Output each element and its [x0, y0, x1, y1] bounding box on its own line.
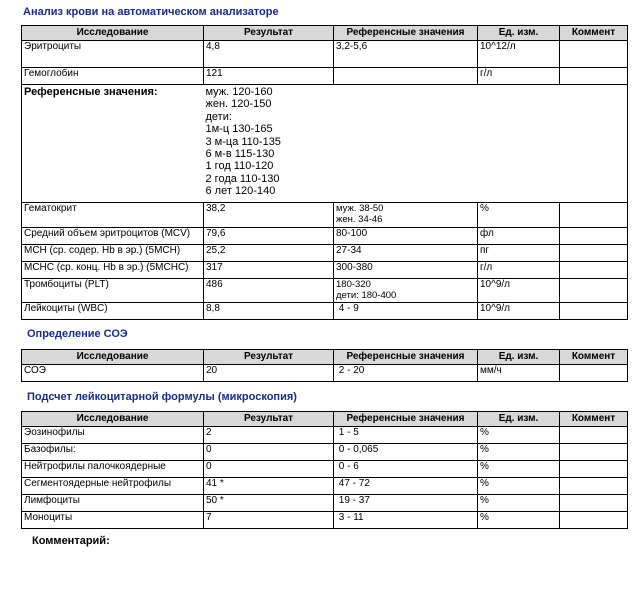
result-cell: 20	[204, 365, 334, 382]
table-row	[22, 444, 628, 461]
header-reference: Референсные значения	[334, 26, 478, 41]
unit-cell: фл	[478, 228, 560, 245]
result-cell: 41 *	[204, 478, 334, 495]
reference-cell	[334, 461, 478, 478]
reference-line: 300-380	[336, 262, 373, 273]
reference-value-line: 6 лет 120-140	[205, 185, 276, 198]
study-name-cell: Базофилы:	[22, 444, 204, 461]
study-name-cell: Эритроциты	[22, 41, 204, 68]
unit-cell: пг	[478, 245, 560, 262]
table-row	[22, 495, 628, 512]
table-row	[22, 262, 628, 279]
reference-value-line: муж. 120-160	[205, 86, 273, 98]
study-name-cell: Тромбоциты (PLT)	[22, 279, 204, 303]
reference-line: 4 - 9	[336, 303, 359, 314]
header-comment: Коммент	[560, 412, 628, 427]
table-row	[22, 228, 628, 245]
comment-cell	[560, 478, 628, 495]
header-reference: Референсные значения	[334, 412, 478, 427]
header-row	[22, 350, 628, 365]
unit-cell: мм/ч	[478, 365, 560, 382]
table-row	[22, 461, 628, 478]
reference-line: 80-100	[336, 228, 368, 239]
reference-line: муж. 38-50	[336, 203, 384, 214]
study-name-cell: MCHC (ср. конц. Hb в эр.) (5MCHC)	[22, 262, 204, 279]
study-name-cell: MCH (ср. содер. Hb в эр.) (5MCH)	[22, 245, 204, 262]
reference-value-line: дети:	[205, 110, 232, 123]
header-study: Исследование	[22, 26, 204, 41]
reference-cell	[334, 279, 478, 303]
study-name-cell: Лейкоциты (WBC)	[22, 303, 204, 320]
study-name-cell: Нейтрофилы палочкоядерные	[22, 461, 204, 478]
unit-cell: %	[478, 461, 560, 478]
section3-title: Подсчет лейкоцитарной формулы (микроскопия)	[27, 391, 297, 403]
reference-values-list	[204, 85, 628, 203]
unit-cell: %	[478, 478, 560, 495]
result-cell: 7	[204, 512, 334, 529]
result-cell: 25,2	[204, 245, 334, 262]
unit-cell: %	[478, 203, 560, 228]
header-unit: Ед. изм.	[478, 350, 560, 365]
reference-cell	[334, 427, 478, 444]
reference-value-line: 1 год 110-120	[205, 160, 274, 173]
study-name-cell: Гематокрит	[22, 203, 204, 228]
reference-line: 2 - 20	[336, 365, 365, 376]
result-cell: 50 *	[204, 495, 334, 512]
reference-line: 3,2-5,6	[336, 41, 368, 52]
header-study: Исследование	[22, 412, 204, 427]
header-comment: Коммент	[560, 350, 628, 365]
reference-values-label: Референсные значения:	[24, 86, 158, 98]
reference-values-row	[22, 85, 628, 203]
result-cell: 2	[204, 427, 334, 444]
reference-value-line: жен. 120-150	[205, 98, 272, 111]
unit-cell: г/л	[478, 68, 560, 85]
table-row	[22, 68, 628, 85]
comment-cell	[560, 41, 628, 68]
leukocyte-formula-table	[21, 411, 628, 529]
comment-cell	[560, 68, 628, 85]
comment-cell	[560, 245, 628, 262]
reference-value-line: 6 м-в 115-130	[205, 148, 275, 161]
reference-cell	[334, 41, 478, 68]
blood-analyzer-table	[21, 25, 628, 320]
table-row	[22, 41, 628, 68]
reference-line: 3 - 11	[336, 512, 364, 523]
reference-cell	[334, 478, 478, 495]
study-name-cell: Сегментоядерные нейтрофилы	[22, 478, 204, 495]
reference-cell	[334, 303, 478, 320]
reference-line: 27-34	[336, 245, 362, 256]
table-row	[22, 303, 628, 320]
comment-cell	[560, 512, 628, 529]
unit-cell: 10^9/л	[478, 303, 560, 320]
study-name-cell: Эозинофилы	[22, 427, 204, 444]
comment-cell	[560, 303, 628, 320]
header-result: Результат	[204, 26, 334, 41]
reference-cell	[334, 203, 478, 228]
unit-cell: 10^12/л	[478, 41, 560, 68]
reference-value-line: 2 года 110-130	[205, 172, 280, 185]
header-result: Результат	[204, 350, 334, 365]
table-row	[22, 203, 628, 228]
table-row	[22, 478, 628, 495]
result-cell: 8,8	[204, 303, 334, 320]
section1-title: Анализ крови на автоматическом анализаторе	[23, 6, 279, 18]
reference-line: 19 - 37	[336, 495, 370, 506]
comment-cell	[560, 279, 628, 303]
reference-cell	[334, 444, 478, 461]
result-cell: 79,6	[204, 228, 334, 245]
comment-label: Комментарий:	[32, 535, 110, 547]
reference-value-line: 3 м-ца 110-135	[205, 135, 281, 148]
unit-cell: %	[478, 427, 560, 444]
comment-cell	[560, 365, 628, 382]
reference-line: 1 - 5	[336, 427, 359, 438]
unit-cell: %	[478, 512, 560, 529]
table-row	[22, 279, 628, 303]
reference-cell	[334, 262, 478, 279]
reference-line: 180-320	[336, 279, 371, 290]
reference-cell	[334, 365, 478, 382]
esr-table	[21, 349, 628, 382]
reference-line: 0 - 6	[336, 461, 359, 472]
unit-cell: %	[478, 444, 560, 461]
result-cell: 4,8	[204, 41, 334, 68]
table-row	[22, 427, 628, 444]
comment-cell	[560, 461, 628, 478]
comment-cell	[560, 444, 628, 461]
comment-cell	[560, 203, 628, 228]
reference-line: жен. 34-46	[336, 214, 383, 225]
reference-line: 0 - 0,065	[336, 444, 379, 455]
comment-cell	[560, 262, 628, 279]
reference-value-line: 1м-ц 130-165	[205, 123, 273, 136]
comment-cell	[560, 427, 628, 444]
reference-cell	[334, 228, 478, 245]
reference-cell	[334, 245, 478, 262]
result-cell: 486	[204, 279, 334, 303]
section2-title: Определение СОЭ	[27, 328, 128, 340]
result-cell: 0	[204, 461, 334, 478]
table-row	[22, 512, 628, 529]
header-result: Результат	[204, 412, 334, 427]
reference-line: дети: 180-400	[336, 290, 397, 301]
study-name-cell: Лимфоциты	[22, 495, 204, 512]
comment-cell	[560, 495, 628, 512]
result-cell: 121	[204, 68, 334, 85]
unit-cell: %	[478, 495, 560, 512]
reference-line: 47 - 72	[336, 478, 370, 489]
table-row	[22, 365, 628, 382]
reference-cell	[334, 68, 478, 85]
table-row	[22, 245, 628, 262]
unit-cell: г/л	[478, 262, 560, 279]
header-comment: Коммент	[560, 26, 628, 41]
result-cell: 38,2	[204, 203, 334, 228]
study-name-cell: Средний объем эритроцитов (MCV)	[22, 228, 204, 245]
study-name-cell: Гемоглобин	[22, 68, 204, 85]
result-cell: 317	[204, 262, 334, 279]
unit-cell: 10^9/л	[478, 279, 560, 303]
header-unit: Ед. изм.	[478, 412, 560, 427]
study-name-cell: Моноциты	[22, 512, 204, 529]
header-row	[22, 26, 628, 41]
header-row	[22, 412, 628, 427]
reference-cell	[334, 512, 478, 529]
reference-cell	[334, 495, 478, 512]
result-cell: 0	[204, 444, 334, 461]
header-reference: Референсные значения	[334, 350, 478, 365]
comment-cell	[560, 228, 628, 245]
header-unit: Ед. изм.	[478, 26, 560, 41]
header-study: Исследование	[22, 350, 204, 365]
study-name-cell: СОЭ	[22, 365, 204, 382]
